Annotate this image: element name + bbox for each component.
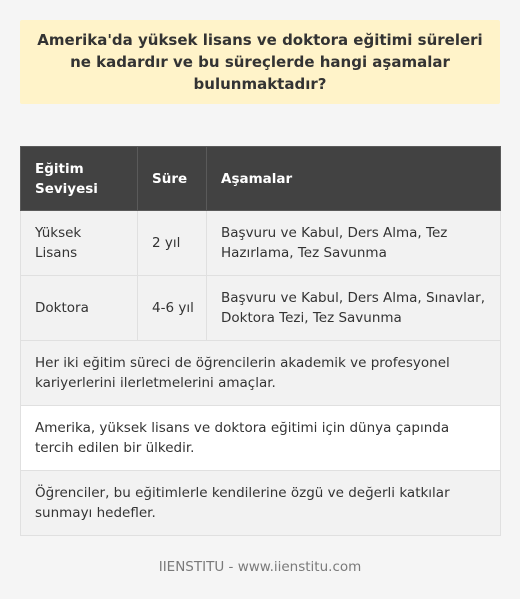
cell-duration: 4-6 yıl [138,276,207,341]
education-table [20,146,501,536]
cell-stages: Başvuru ve Kabul, Ders Alma, Sınavlar, Doktora Tezi, Tez Savunma [207,276,501,341]
table-row [21,276,501,341]
table-row [21,211,501,276]
note-text: Amerika, yüksek lisans ve doktora eğitimi için dünya çapında tercih edilen bir ülkedir. [21,406,501,471]
cell-duration: 2 yıl [138,211,207,276]
note-text: Her iki eğitim süreci de öğrencilerin akademik ve profesyonel kariyerlerini ilerletmelerini amaçlar. [21,341,501,406]
footer-credit: IIENSTITU - www.iienstitu.com [158,559,362,575]
header-stages: Aşamalar [207,147,501,211]
question-title-box [20,20,500,104]
header-education-level: Eğitim Seviyesi [21,147,138,211]
table-note-row [21,406,501,471]
table-note-row [21,341,501,406]
cell-education-level: Doktora [21,276,138,341]
note-text: Öğrenciler, bu eğitimlerle kendilerine özgü ve değerli katkılar sunmayı hedefler. [21,471,501,536]
question-title: Amerika'da yüksek lisans ve doktora eğitimi süreleri ne kadardır ve bu süreçlerde hangi aşamalar bulunmaktadır? [37,31,483,93]
table-header-row [21,147,501,211]
cell-education-level: Yüksek Lisans [21,211,138,276]
header-duration: Süre [138,147,207,211]
cell-stages: Başvuru ve Kabul, Ders Alma, Tez Hazırlama, Tez Savunma [207,211,501,276]
table-note-row [21,471,501,536]
